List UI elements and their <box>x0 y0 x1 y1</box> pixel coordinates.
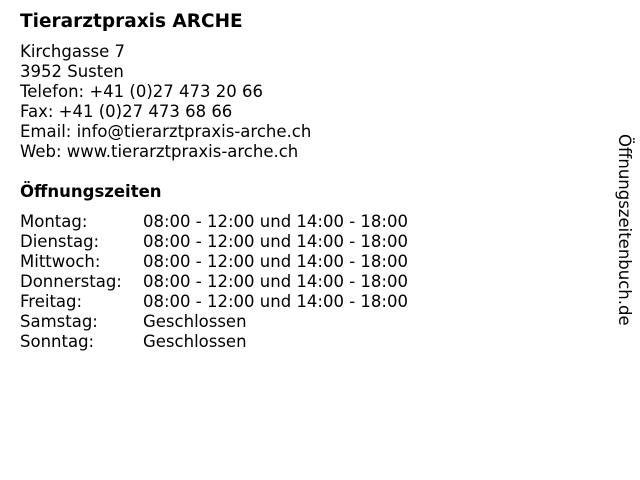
hours-time: Geschlossen <box>143 312 247 331</box>
hours-row-saturday <box>20 312 580 332</box>
web-line: Web: www.tierarztpraxis-arche.ch <box>20 142 299 161</box>
hours-day: Freitag: <box>20 292 83 311</box>
site-watermark-label: Öffnungszeitenbuch.de <box>615 134 634 326</box>
practice-card <box>20 10 580 352</box>
address-street: Kirchgasse 7 <box>20 42 126 61</box>
hours-time: 08:00 - 12:00 und 14:00 - 18:00 <box>143 212 408 231</box>
hours-time: 08:00 - 12:00 und 14:00 - 18:00 <box>143 232 408 251</box>
opening-hours-heading: Öffnungszeiten <box>20 182 162 201</box>
hours-row-monday <box>20 212 580 232</box>
hours-row-tuesday <box>20 232 580 252</box>
hours-row-thursday <box>20 272 580 292</box>
hours-day: Donnerstag: <box>20 272 122 291</box>
hours-day: Mittwoch: <box>20 252 101 271</box>
practice-name: Tierarztpraxis ARCHE <box>20 11 243 32</box>
hours-row-sunday <box>20 332 580 352</box>
hours-day: Dienstag: <box>20 232 100 251</box>
hours-time: Geschlossen <box>143 332 247 351</box>
hours-row-wednesday <box>20 252 580 272</box>
fax-line: Fax: +41 (0)27 473 68 66 <box>20 102 233 121</box>
email-line: Email: info@tierarztpraxis-arche.ch <box>20 122 312 141</box>
address-city: 3952 Susten <box>20 62 124 81</box>
opening-hours-table <box>20 212 580 352</box>
phone-line: Telefon: +41 (0)27 473 20 66 <box>20 82 263 101</box>
hours-time: 08:00 - 12:00 und 14:00 - 18:00 <box>143 272 408 291</box>
hours-day: Sonntag: <box>20 332 95 351</box>
hours-time: 08:00 - 12:00 und 14:00 - 18:00 <box>143 292 408 311</box>
hours-day: Samstag: <box>20 312 98 331</box>
hours-row-friday <box>20 292 580 312</box>
hours-day: Montag: <box>20 212 88 231</box>
hours-time: 08:00 - 12:00 und 14:00 - 18:00 <box>143 252 408 271</box>
